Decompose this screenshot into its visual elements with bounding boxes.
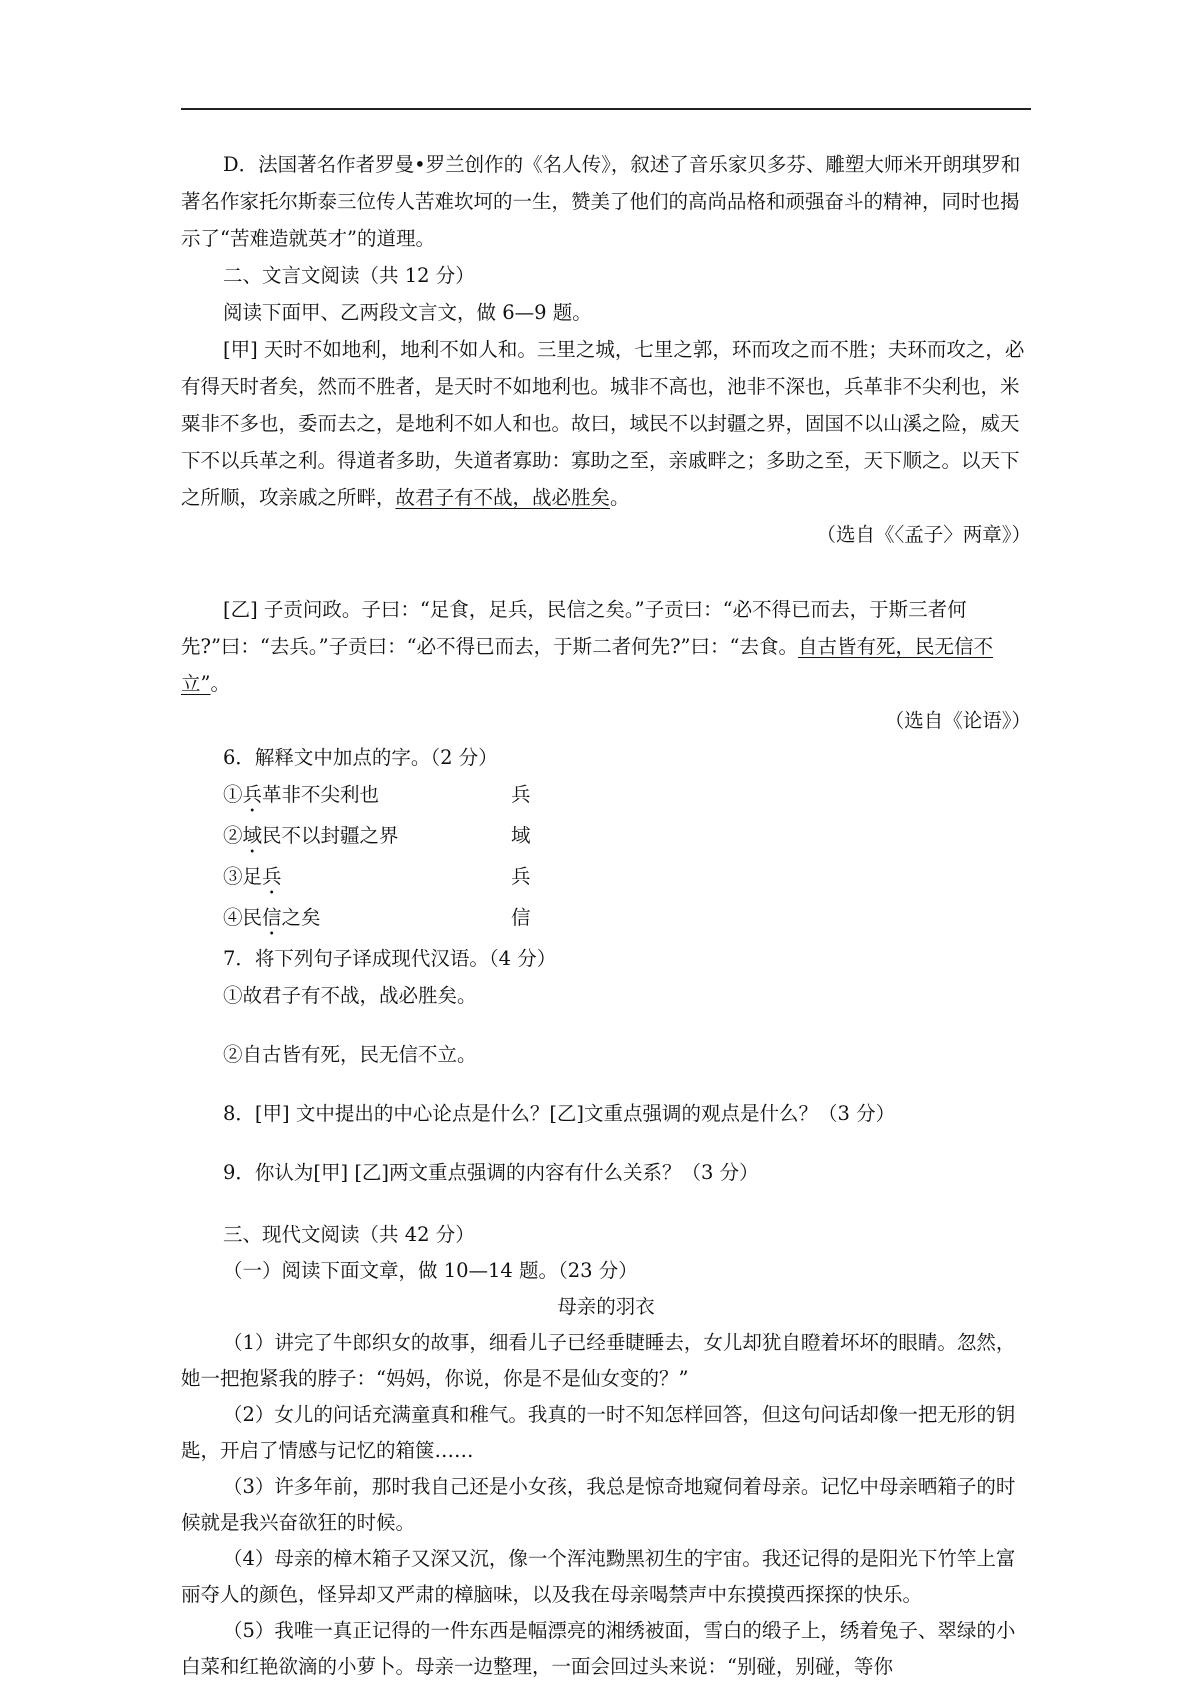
question-6-item: ①兵革非不尖利也 兵 (181, 776, 1031, 817)
passage-jia-text: [甲] 天时不如地利，地利不如人和。三里之城，七里之郭，环而攻之而不胜；夫环而攻之，必有得天时者矣，然而不胜者，是天时不如地利也。城非不高也，池非不深也，兵革非不尖利也，米粟非不多也，委而去之，是地利不如人和也。故曰，域民不以封疆之界，固国不以山溪之险，威天下不以兵革之利。得道者多助，失道者寡助：寡助之至，亲戚畔之；多助之至，天下顺之。以天下之所顺，攻亲戚之所畔， (181, 338, 1025, 509)
question-8: 8．[甲] 文中提出的中心论点是什么？[乙]文重点强调的观点是什么？（3 分） (223, 1102, 896, 1125)
section2-heading: 二、文言文阅读（共 12 分） (223, 264, 475, 287)
answer-char: 兵 (511, 865, 531, 888)
answer-space (181, 1073, 1031, 1095)
passage-yi (181, 591, 1031, 702)
passage-yi-text: [乙] 子贡问政。子曰：“足食，足兵，民信之矣。”子贡曰：“必不得已而去，于斯三者何先?”曰：“去兵。”子贡曰：“必不得已而去，于斯二者何先?”曰：“去食。 (181, 598, 967, 658)
article-paragraph: （4）母亲的樟木箱子又深又沉，像一个浑沌黝黑初生的宇宙。我还记得的是阳光下竹竿上富丽夺人的颜色，怪异却又严肃的樟脑味，以及我在母亲喝禁声中东摸摸西探探的快乐。 (181, 1547, 1016, 1606)
question-7-sentence-2: ②自古皆有死，民无信不立。 (223, 1043, 477, 1066)
article-paragraph: （5）我唯一真正记得的一件东西是幅漂亮的湘绣被面，雪白的缎子上，绣着兔子、翠绿的小白菜和红艳欲滴的小萝卜。母亲一边整理，一面会回过头来说：“别碰，别碰，等你 (181, 1619, 1016, 1678)
answer-space (181, 1014, 1031, 1036)
answer-char: 域 (511, 824, 531, 847)
section3-subheading: （一）阅读下面文章，做 10—14 题。（23 分） (223, 1259, 638, 1282)
section2-instruction: 阅读下面甲、乙两段文言文，做 6—9 题。 (223, 301, 592, 324)
answer-char: 兵 (511, 783, 531, 806)
question-6-stem: 6．解释文中加点的字。（2 分） (223, 746, 498, 769)
dotted-char: 信 (262, 906, 282, 929)
passage-jia-source: （选自《〈孟子〉两章》） (816, 523, 1031, 546)
answer-char: 信 (511, 906, 531, 929)
passage-yi-underlined: 自古皆有死，民无信不立” (181, 635, 993, 695)
passage-jia (181, 331, 1031, 516)
passage-yi-source: （选自《论语》） (884, 709, 1031, 732)
dotted-char: 兵 (262, 865, 282, 888)
spacer (181, 553, 1031, 591)
question-6-item: ②域民不以封疆之界 域 (181, 817, 1031, 858)
dotted-char: 兵 (242, 783, 263, 806)
question-6-item: ④民信之矣 信 (181, 899, 1031, 940)
answer-space (181, 1132, 1031, 1154)
option-d: D．法国著名作者罗曼•罗兰创作的《名人传》，叙述了音乐家贝多芬、雕塑大师米开朗琪罗和著名作家托尔斯泰三位传人苦难坎坷的一生，赞美了他们的高尚品格和顽强奋斗的精神，同时也揭示了“苦难造就英才”的道理。 (181, 153, 1021, 250)
answer-space (181, 1191, 1031, 1217)
passage-jia-end: 。 (610, 486, 630, 509)
header-rule (181, 108, 1031, 110)
question-7-stem: 7．将下列句子译成现代汉语。（4 分） (223, 947, 557, 970)
article-paragraph: （1）讲完了牛郎织女的故事，细看儿子已经垂睫睡去，女儿却犹自瞪着坏坏的眼睛。忽然，她一把抱紧我的脖子：“妈妈，你说，你是不是仙女变的？” (181, 1331, 1016, 1390)
question-9: 9．你认为[甲] [乙]两文重点强调的内容有什么关系？（3 分） (223, 1161, 759, 1184)
section3-heading: 三、现代文阅读（共 42 分） (223, 1223, 475, 1246)
passage-jia-underlined: 故君子有不战，战必胜矣 (395, 486, 611, 509)
article-paragraph: （2）女儿的问话充满童真和稚气。我真的一时不知怎样回答，但这句问话却像一把无形的钥匙，开启了情感与记忆的箱箧…… (181, 1403, 1016, 1462)
exam-page (181, 146, 1031, 1685)
modern-reading (181, 1217, 1031, 1685)
question-6-item: ③足兵 兵 (181, 858, 1031, 899)
article-paragraph: （3）许多年前，那时我自己还是小女孩，我总是惊奇地窥伺着母亲。记忆中母亲晒箱子的时候就是我兴奋欲狂的时候。 (181, 1475, 1016, 1534)
dotted-char: 域 (242, 824, 263, 847)
passage-yi-end: 。 (210, 672, 230, 695)
question-7-sentence-1: ①故君子有不战，战必胜矣。 (223, 984, 477, 1007)
article-title: 母亲的羽衣 (557, 1295, 655, 1318)
